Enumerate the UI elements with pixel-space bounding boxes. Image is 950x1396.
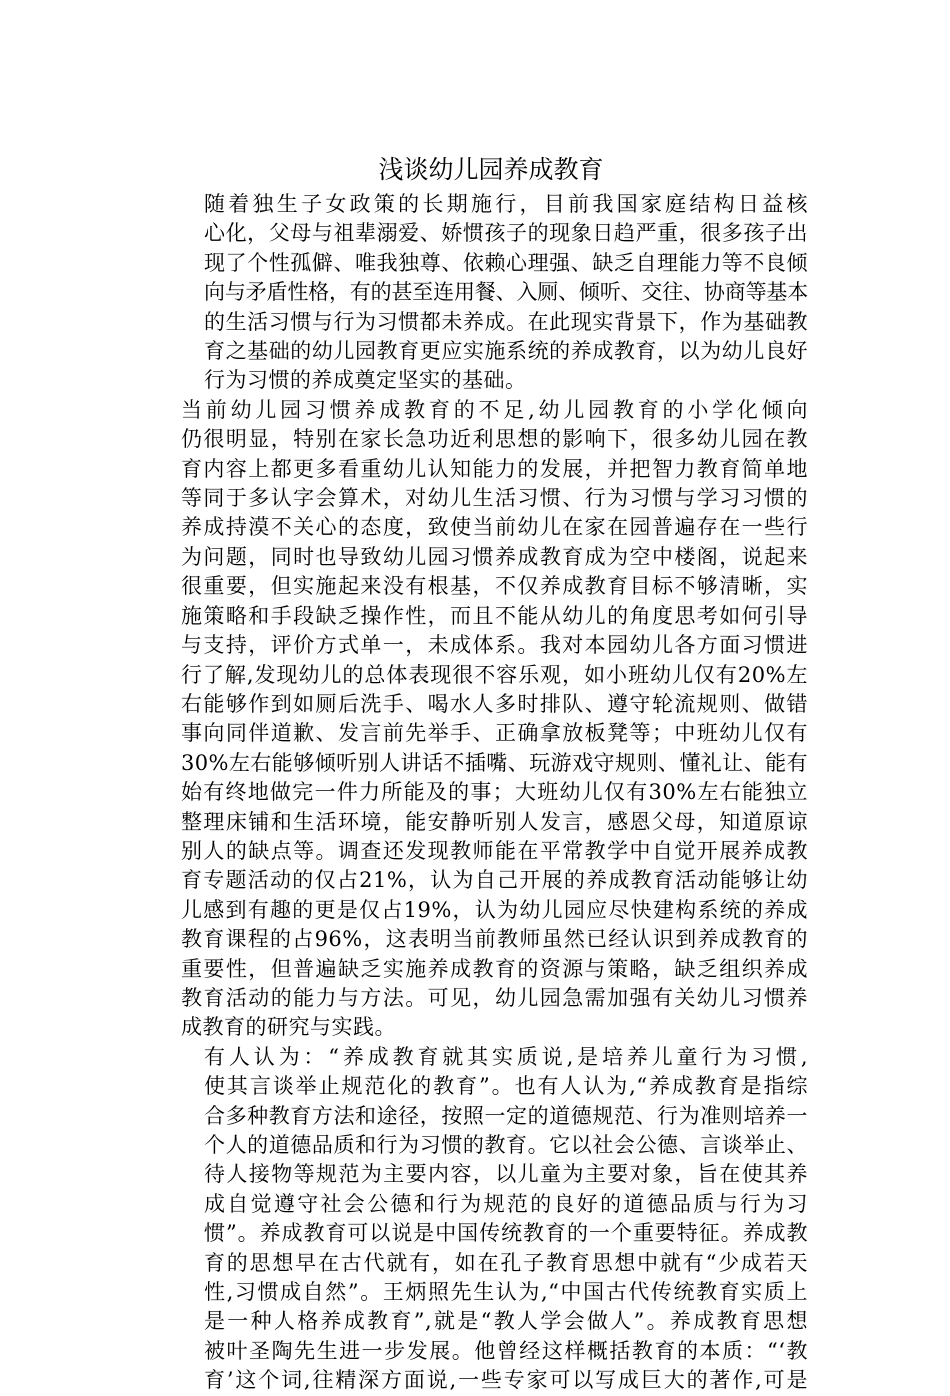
text-line: 事向同伴道歉、发言前先举手、正确拿放板凳等；中班幼儿仅有: [181, 721, 808, 746]
text-line: 育内容上都更多看重幼儿认知能力的发展，并把智力教育简单地: [181, 456, 808, 481]
paragraph-3: [146, 1043, 808, 1396]
paragraph-2: [146, 396, 808, 1043]
text-line: 被叶圣陶先生进一步发展。他曾经这样概括教育的本质：“‘教: [204, 1338, 808, 1363]
text-line: 有人认为：“养成教育就其实质说,是培养儿童行为习惯,: [204, 1044, 808, 1069]
text-line: 成教育的研究与实践。: [181, 1015, 396, 1040]
text-line: 个人的道德品质和行为习惯的教育。它以社会公德、言谈举止、: [204, 1133, 808, 1157]
text-line: 30%左右能够倾听别人讲话不插嘴、玩游戏守规则、懂礼让、能有: [181, 750, 808, 775]
text-line: 施策略和手段缺乏操作性，而且不能从幼儿的角度思考如何引导: [181, 603, 808, 628]
text-line: 养成持漠不关心的态度，致使当前幼儿在家在园普遍存在一些行: [181, 515, 808, 540]
document-title: 浅谈幼儿园养成教育: [378, 155, 604, 184]
document-page: [146, 150, 808, 1396]
text-line: 成自觉遵守社会公德和行为规范的良好的道德品质与行为习: [204, 1191, 808, 1216]
text-line: 整理床铺和生活环境，能安静听别人发言，感恩父母，知道原谅: [181, 809, 808, 834]
text-line: 向与矛盾性格，有的甚至连用餐、入厕、倾听、交往、协商等基本: [204, 280, 808, 305]
text-line: 教育活动的能力与方法。可见，幼儿园急需加强有关幼儿习惯养: [181, 985, 808, 1010]
text-line: 仍很明显，特别在家长急功近利思想的影响下，很多幼儿园在教: [181, 427, 808, 452]
text-line: 现了个性孤僻、唯我独尊、依赖心理强、缺乏自理能力等不良倾: [204, 250, 808, 275]
text-line: 行了解,发现幼儿的总体表现很不容乐观，如小班幼儿仅有20%左: [181, 662, 808, 687]
text-line: 性,习惯成自然”。王炳照先生认为,“中国古代传统教育实质上: [204, 1280, 808, 1305]
text-line: 行为习惯的养成奠定坚实的基础。: [204, 368, 527, 393]
text-line: 很重要，但实施起来没有根基，不仅养成教育目标不够清晰，实: [181, 574, 808, 599]
text-line: 育专题活动的仅占21%，认为自己开展的养成教育活动能够让幼: [181, 868, 808, 893]
text-line: 重要性，但普遍缺乏实施养成教育的资源与策略，缺乏组织养成: [181, 956, 808, 981]
text-line: 教育课程的占96%，这表明当前教师虽然已经认识到养成教育的: [181, 927, 808, 952]
text-line: 惯”。养成教育可以说是中国传统教育的一个重要特征。养成教: [204, 1221, 808, 1246]
text-line: 随着独生子女政策的长期施行，目前我国家庭结构日益核: [204, 192, 808, 216]
text-line: 育之基础的幼儿园教育更应实施系统的养成教育，以为幼儿良好: [204, 339, 808, 364]
text-line: 与支持，评价方式单一，未成体系。我对本园幼儿各方面习惯进: [181, 633, 808, 658]
text-line: 待人接物等规范为主要内容，以儿童为主要对象，旨在使其养: [204, 1162, 808, 1187]
text-line: 始有终地做完一件力所能及的事；大班幼儿仅有30%左右能独立: [181, 780, 808, 805]
text-line: 儿感到有趣的更是仅占19%，认为幼儿园应尽快建构系统的养成: [181, 897, 808, 922]
text-line: 当前幼儿园习惯养成教育的不足,幼儿园教育的小学化倾向: [181, 397, 808, 422]
text-line: 使其言谈举止规范化的教育”。也有人认为,“养成教育是指综: [204, 1074, 808, 1099]
text-line: 是一种人格养成教育”,就是“教人学会做人”。养成教育思想: [204, 1309, 808, 1334]
text-line: 的生活习惯与行为习惯都未养成。在此现实背景下，作为基础教: [204, 309, 808, 334]
text-line: 育’这个词,往精深方面说,一些专家可以写成巨大的著作,可是: [204, 1368, 808, 1393]
text-line: 等同于多认字会算术，对幼儿生活习惯、行为习惯与学习习惯的: [181, 486, 808, 511]
text-line: 为问题，同时也导致幼儿园习惯养成教育成为空中楼阁，说起来: [181, 544, 808, 569]
paragraph-1: [146, 190, 808, 396]
text-line: 别人的缺点等。调查还发现教师能在平常教学中自觉开展养成教: [181, 838, 808, 863]
text-line: 合多种教育方法和途径，按照一定的道德规范、行为准则培养一: [204, 1103, 808, 1128]
text-line: 育的思想早在古代就有，如在孔子教育思想中就有“少成若天: [204, 1250, 808, 1275]
text-line: 右能够作到如厕后洗手、喝水人多时排队、遵守轮流规则、做错: [181, 691, 808, 716]
text-line: 心化，父母与祖辈溺爱、娇惯孩子的现象日趋严重，很多孩子出: [204, 221, 808, 246]
